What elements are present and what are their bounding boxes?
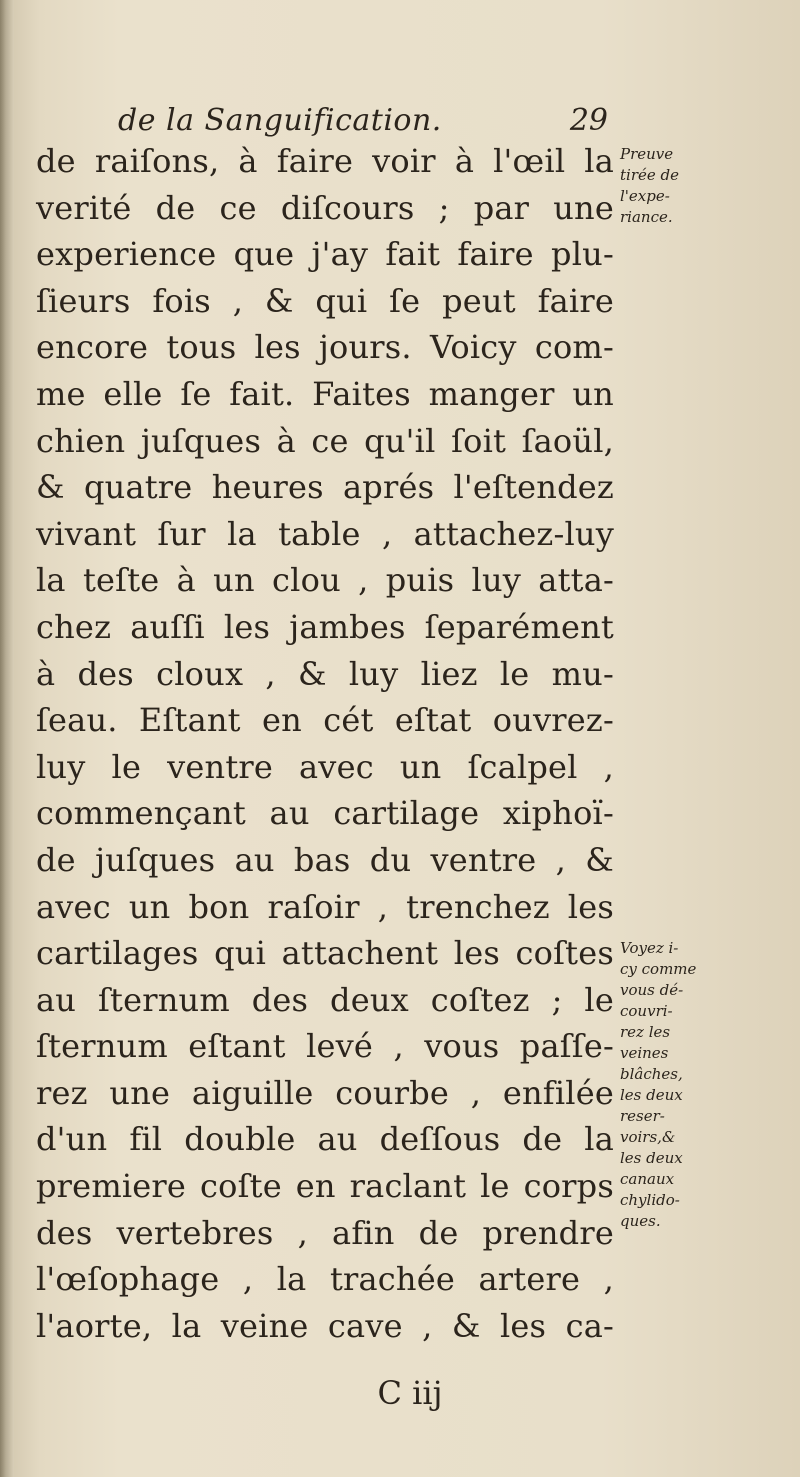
margin-note-line: vous dé- xyxy=(620,981,684,999)
margin-note-line: tirée de xyxy=(620,166,679,184)
margin-note-voyez xyxy=(620,938,740,1232)
margin-note-line: les deux xyxy=(620,1086,683,1104)
margin-note-preuve xyxy=(620,144,740,228)
text-line: encore tous les jours. Voicy com- xyxy=(36,328,614,367)
margin-note-line: blâches, xyxy=(620,1065,683,1083)
text-line: luy le ventre avec un ſcalpel , xyxy=(36,747,614,786)
margin-note-line: cy comme xyxy=(620,960,697,978)
text-line: la teſte à un clou , puis luy atta- xyxy=(36,561,614,600)
text-line: à des cloux , & luy liez le mu- xyxy=(36,654,614,693)
margin-note-line: l'expe- xyxy=(620,187,670,205)
margin-note-line: Preuve xyxy=(620,145,674,163)
text-line: vivant ſur la table , attachez-luy xyxy=(36,514,614,553)
text-line: de raiſons, à faire voir à l'œil la xyxy=(36,142,614,180)
margin-note-line: riance. xyxy=(620,208,673,226)
text-line: ſternum eſtant levé , vous paſſe- xyxy=(36,1027,614,1066)
text-line: experience que j'ay fait faire plu- xyxy=(36,235,614,274)
text-line: me elle ſe fait. Faites manger un xyxy=(36,374,614,413)
margin-note-line: rez les xyxy=(620,1023,671,1041)
text-line: chez auſſi les jambes ſeparément xyxy=(36,607,614,646)
margin-note-line: veines xyxy=(620,1044,669,1062)
text-line: des vertebres , afin de prendre xyxy=(36,1213,614,1252)
text-line: ſieurs fois , & qui ſe peut faire xyxy=(36,281,614,320)
text-line: au ſternum des deux coſtez ; le xyxy=(36,980,614,1019)
signature-mark: C iij xyxy=(377,1374,443,1412)
margin-note-line: voirs,& xyxy=(620,1128,676,1146)
text-line: de juſques au bas du ventre , & xyxy=(36,840,614,879)
margin-note-line: ques. xyxy=(620,1212,661,1230)
text-line: & quatre heures aprés l'eſtendez xyxy=(36,468,614,507)
text-line: l'œſophage , la trachée artere , xyxy=(36,1260,614,1299)
text-line: l'aorte, la veine cave , & les ca- xyxy=(36,1306,614,1345)
text-line: chien juſques à ce qu'il ſoit ſaoül, xyxy=(36,421,614,460)
margin-note-line: couvri- xyxy=(620,1002,673,1020)
margin-note-line: les deux xyxy=(620,1149,683,1167)
margin-note-line: reser- xyxy=(620,1107,665,1125)
text-line: cartilages qui attachent les coſtes xyxy=(36,934,614,973)
page-number: 29 xyxy=(569,103,608,138)
text-line: ſeau. Eſtant en cét eſtat ouvrez- xyxy=(36,701,614,740)
margin-note-line: chylido- xyxy=(620,1191,680,1209)
margin-note-line: canaux xyxy=(620,1170,675,1188)
text-line: commençant au cartilage xiphoï- xyxy=(36,794,614,833)
text-line: rez une aiguille courbe , enfilée xyxy=(36,1073,614,1112)
text-line: avec un bon raſoir , trenchez les xyxy=(36,887,614,926)
text-line: d'un fil double au deſſous de la xyxy=(36,1120,614,1159)
binding-gutter xyxy=(0,0,14,1477)
body-text xyxy=(36,138,614,1349)
margin-note-line: Voyez i- xyxy=(620,939,679,957)
running-head: de la Sanguification. xyxy=(118,103,442,138)
text-line: verité de ce diſcours ; par une xyxy=(36,188,614,227)
text-line: premiere coſte en raclant le corps xyxy=(36,1167,614,1206)
